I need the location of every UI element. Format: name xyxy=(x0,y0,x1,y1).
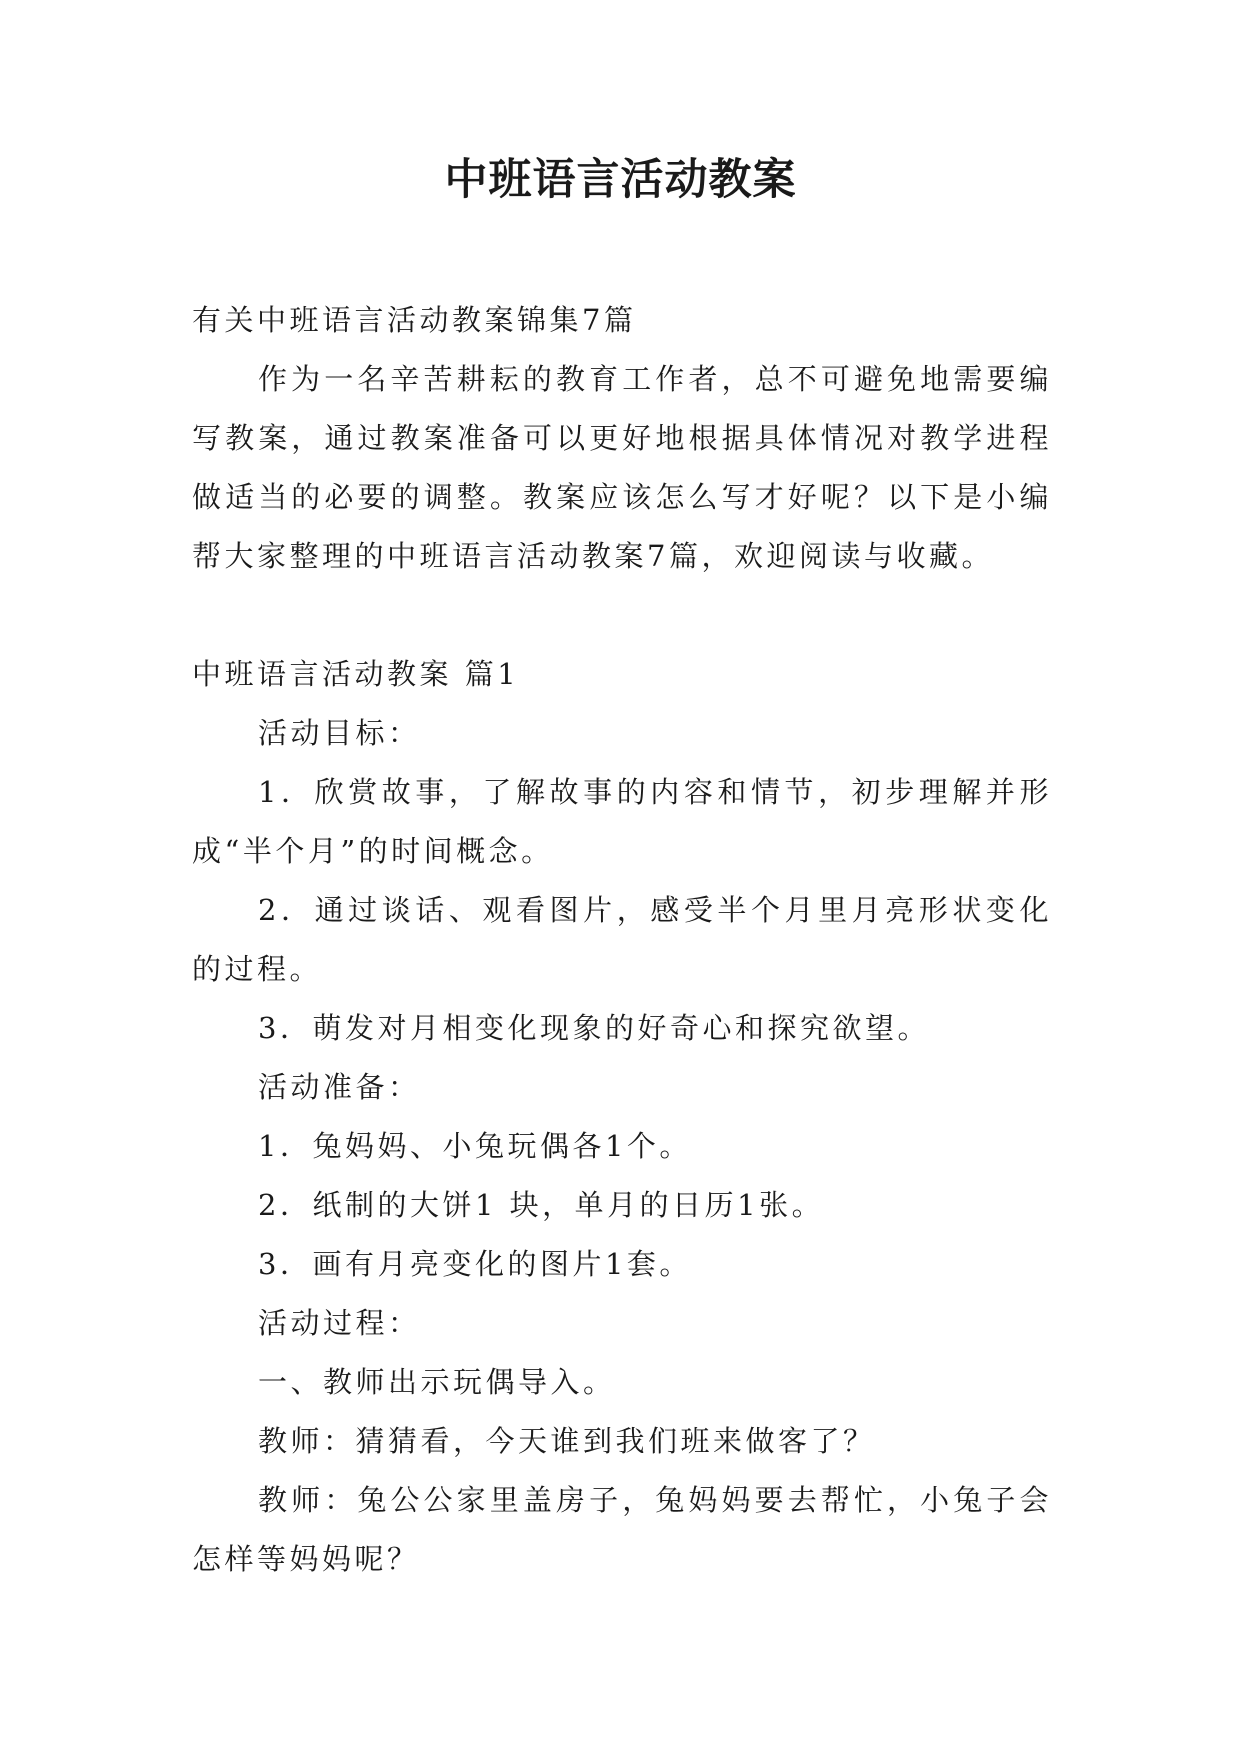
goal-item-3: 3．萌发对月相变化现象的好奇心和探究欲望。 xyxy=(258,1011,930,1045)
prep-item-1: 1．兔妈妈、小兔玩偶各1个。 xyxy=(258,1129,692,1163)
intro-paragraph: 作为一名辛苦耕耘的教育工作者，总不可避免地需要编写教案，通过教案准备可以更好地根据具体情况对教学进程做适当的必要的调整。教案应该怎么写才好呢？以下是小编帮大家整理的中班语言活动教案7篇，欢迎阅读与收藏。 xyxy=(192,362,1052,573)
teacher-line-1: 教师：猜猜看，今天谁到我们班来做客了？ xyxy=(258,1424,876,1458)
prep-item-3: 3．画有月亮变化的图片1套。 xyxy=(258,1247,692,1281)
document-subtitle: 有关中班语言活动教案锦集7篇 xyxy=(192,303,637,337)
goal-item-2: 2．通过谈话、观看图片，感受半个月里月亮形状变化的过程。 xyxy=(192,893,1052,986)
prep-item-2: 2．纸制的大饼1 块，单月的日历1张。 xyxy=(258,1188,825,1222)
process-heading: 活动过程： xyxy=(258,1306,421,1340)
teacher-line-2: 教师：兔公公家里盖房子，兔妈妈要去帮忙，小兔子会怎样等妈妈呢？ xyxy=(192,1483,1052,1576)
goals-heading: 活动目标： xyxy=(258,716,421,750)
section-title: 中班语言活动教案 篇1 xyxy=(192,657,520,691)
document-title: 中班语言活动教案 xyxy=(444,155,797,205)
process-step-1: 一、教师出示玩偶导入。 xyxy=(258,1365,616,1399)
document-body xyxy=(192,291,1052,1589)
prep-heading: 活动准备： xyxy=(258,1070,421,1104)
goal-item-1: 1．欣赏故事，了解故事的内容和情节，初步理解并形成“半个月”的时间概念。 xyxy=(192,775,1052,868)
